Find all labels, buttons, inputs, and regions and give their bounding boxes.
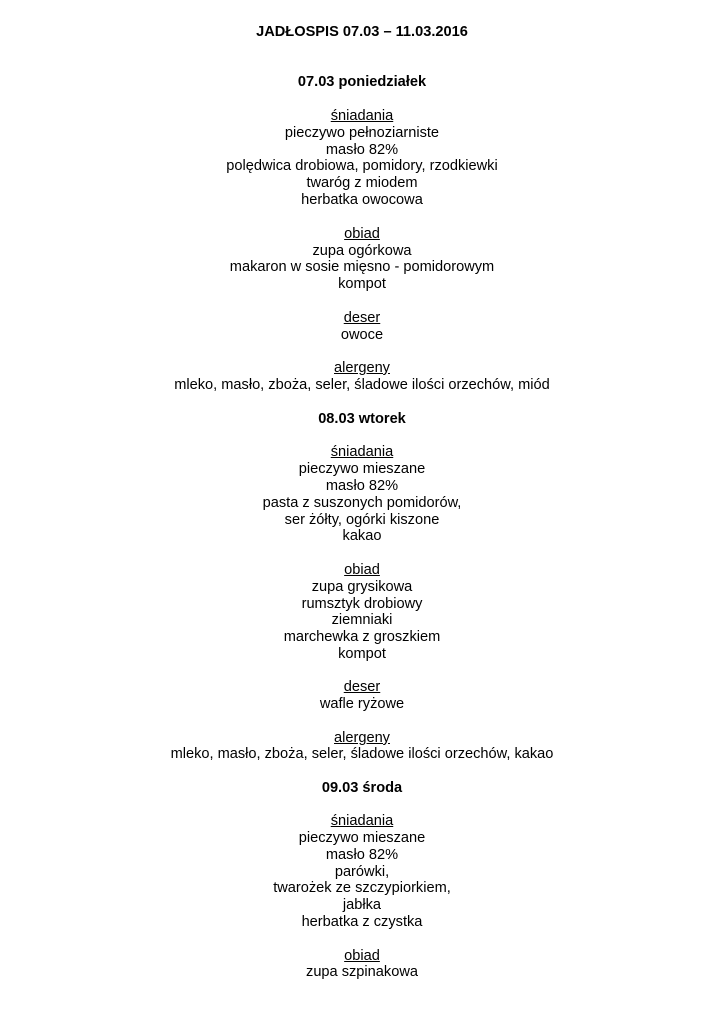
section-label-breakfast: śniadania	[330, 813, 394, 829]
menu-item: twaróg z miodem	[306, 175, 418, 191]
menu-item: twarożek ze szczypiorkiem,	[273, 880, 451, 896]
menu-item: kakao	[342, 528, 382, 544]
day-heading: 09.03 środa	[321, 780, 403, 796]
section-label-lunch: obiad	[344, 226, 380, 242]
section-label-lunch: obiad	[344, 948, 380, 964]
document-title: JADŁOSPIS 07.03 – 11.03.2016	[256, 24, 468, 40]
menu-item: pasta z suszonych pomidorów,	[262, 495, 462, 511]
section-label-lunch: obiad	[344, 562, 380, 578]
menu-item: masło 82%	[325, 478, 399, 494]
section-label-breakfast: śniadania	[330, 108, 394, 124]
menu-item: marchewka z groszkiem	[283, 629, 441, 645]
menu-item: masło 82%	[325, 142, 399, 158]
section-label-breakfast: śniadania	[330, 444, 394, 460]
menu-item: pieczywo mieszane	[298, 830, 426, 846]
menu-item: makaron w sosie mięsno - pomidorowym	[229, 259, 495, 275]
menu-item: jabłka	[342, 897, 382, 913]
section-label-allergens: alergeny	[334, 730, 390, 746]
menu-item: masło 82%	[325, 847, 399, 863]
section-label-dessert: deser	[343, 679, 381, 695]
menu-item: parówki,	[334, 864, 390, 880]
menu-item: ser żółty, ogórki kiszone	[284, 512, 440, 528]
menu-item: kompot	[338, 276, 386, 292]
menu-item: kompot	[338, 646, 386, 662]
menu-item: wafle ryżowe	[319, 696, 405, 712]
menu-item: zupa ogórkowa	[312, 243, 412, 259]
menu-item: ziemniaki	[331, 612, 393, 628]
menu-item: polędwica drobiowa, pomidory, rzodkiewki	[226, 158, 498, 174]
allergens-text: mleko, masło, zboża, seler, śladowe ilości orzechów, kakao	[170, 746, 554, 762]
menu-item: pieczywo pełnoziarniste	[284, 125, 440, 141]
menu-item: zupa grysikowa	[311, 579, 413, 595]
menu-item: zupa szpinakowa	[306, 964, 418, 980]
menu-item: herbatka z czystka	[301, 914, 423, 930]
section-label-dessert: deser	[343, 310, 381, 326]
section-label-allergens: alergeny	[334, 360, 390, 376]
menu-item: pieczywo mieszane	[298, 461, 426, 477]
menu-item: herbatka owocowa	[301, 192, 423, 208]
day-heading: 07.03 poniedziałek	[297, 74, 427, 90]
menu-item: rumsztyk drobiowy	[301, 596, 423, 612]
menu-item: owoce	[340, 327, 384, 343]
allergens-text: mleko, masło, zboża, seler, śladowe ilości orzechów, miód	[174, 377, 550, 393]
day-heading: 08.03 wtorek	[318, 411, 406, 427]
